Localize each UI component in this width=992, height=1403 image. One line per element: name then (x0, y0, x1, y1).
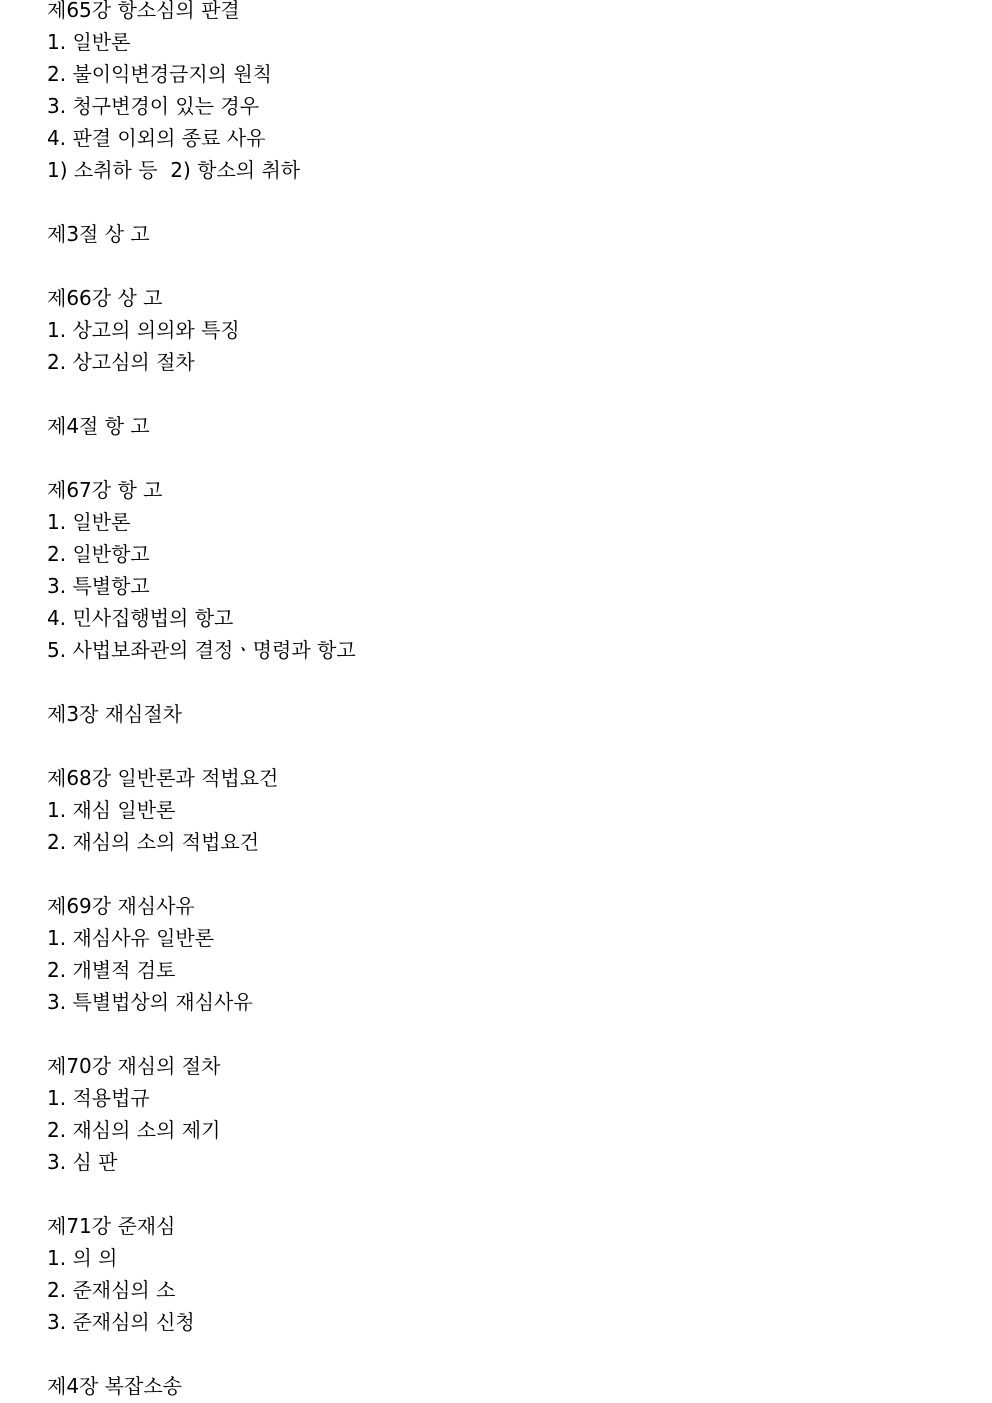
list-item: 4. 판결 이외의 종료 사유 (47, 126, 266, 150)
list-item: 2. 상고심의 절차 (47, 350, 195, 374)
blank-line (47, 858, 356, 890)
list-item: 1. 재심사유 일반론 (47, 926, 215, 950)
list-item: 3. 준재심의 신청 (47, 1310, 195, 1334)
list-item: 3. 특별법상의 재심사유 (47, 990, 253, 1014)
list-item: 2. 불이익변경금지의 원칙 (47, 62, 272, 86)
list-item: 1. 적용법규 (47, 1086, 150, 1110)
chapter-heading: 제3장 재심절차 (47, 702, 183, 726)
list-item: 4. 민사집행법의 항고 (47, 606, 234, 630)
blank-line (47, 442, 356, 474)
document-body (47, 0, 356, 1402)
list-item: 1. 의 의 (47, 1246, 118, 1270)
list-item: 1. 일반론 (47, 30, 131, 54)
blank-line (47, 1178, 356, 1210)
lecture-heading: 제70강 재심의 절차 (47, 1054, 221, 1078)
list-item: 5. 사법보좌관의 결정ㆍ명령과 항고 (47, 638, 356, 662)
list-item: 2. 준재심의 소 (47, 1278, 176, 1302)
lecture-heading: 제69강 재심사유 (47, 894, 195, 918)
blank-line (47, 378, 356, 410)
section-heading: 제4절 항 고 (47, 414, 150, 438)
list-item: 2. 재심의 소의 제기 (47, 1118, 221, 1142)
blank-line (47, 1338, 356, 1370)
list-item: 2. 개별적 검토 (47, 958, 176, 982)
list-item: 3. 특별항고 (47, 574, 150, 598)
section-heading: 제3절 상 고 (47, 222, 150, 246)
lecture-heading: 제71강 준재심 (47, 1214, 176, 1238)
list-item: 3. 심 판 (47, 1150, 118, 1174)
list-item: 1. 일반론 (47, 510, 131, 534)
lecture-heading: 제66강 상 고 (47, 286, 163, 310)
blank-line (47, 666, 356, 698)
blank-line (47, 1018, 356, 1050)
list-item: 2. 재심의 소의 적법요건 (47, 830, 260, 854)
blank-line (47, 250, 356, 282)
lecture-heading: 제68강 일반론과 적법요건 (47, 766, 279, 790)
list-item: 1) 소취하 등 2) 항소의 취하 (47, 158, 301, 182)
list-item: 1. 재심 일반론 (47, 798, 176, 822)
list-item: 2. 일반항고 (47, 542, 150, 566)
list-item: 1. 상고의 의의와 특징 (47, 318, 240, 342)
blank-line (47, 730, 356, 762)
list-item: 3. 청구변경이 있는 경우 (47, 94, 260, 118)
chapter-heading: 제4장 복잡소송 (47, 1374, 183, 1398)
blank-line (47, 186, 356, 218)
lecture-heading: 제67강 항 고 (47, 478, 163, 502)
lecture-heading: 제65강 항소심의 판결 (47, 0, 240, 22)
